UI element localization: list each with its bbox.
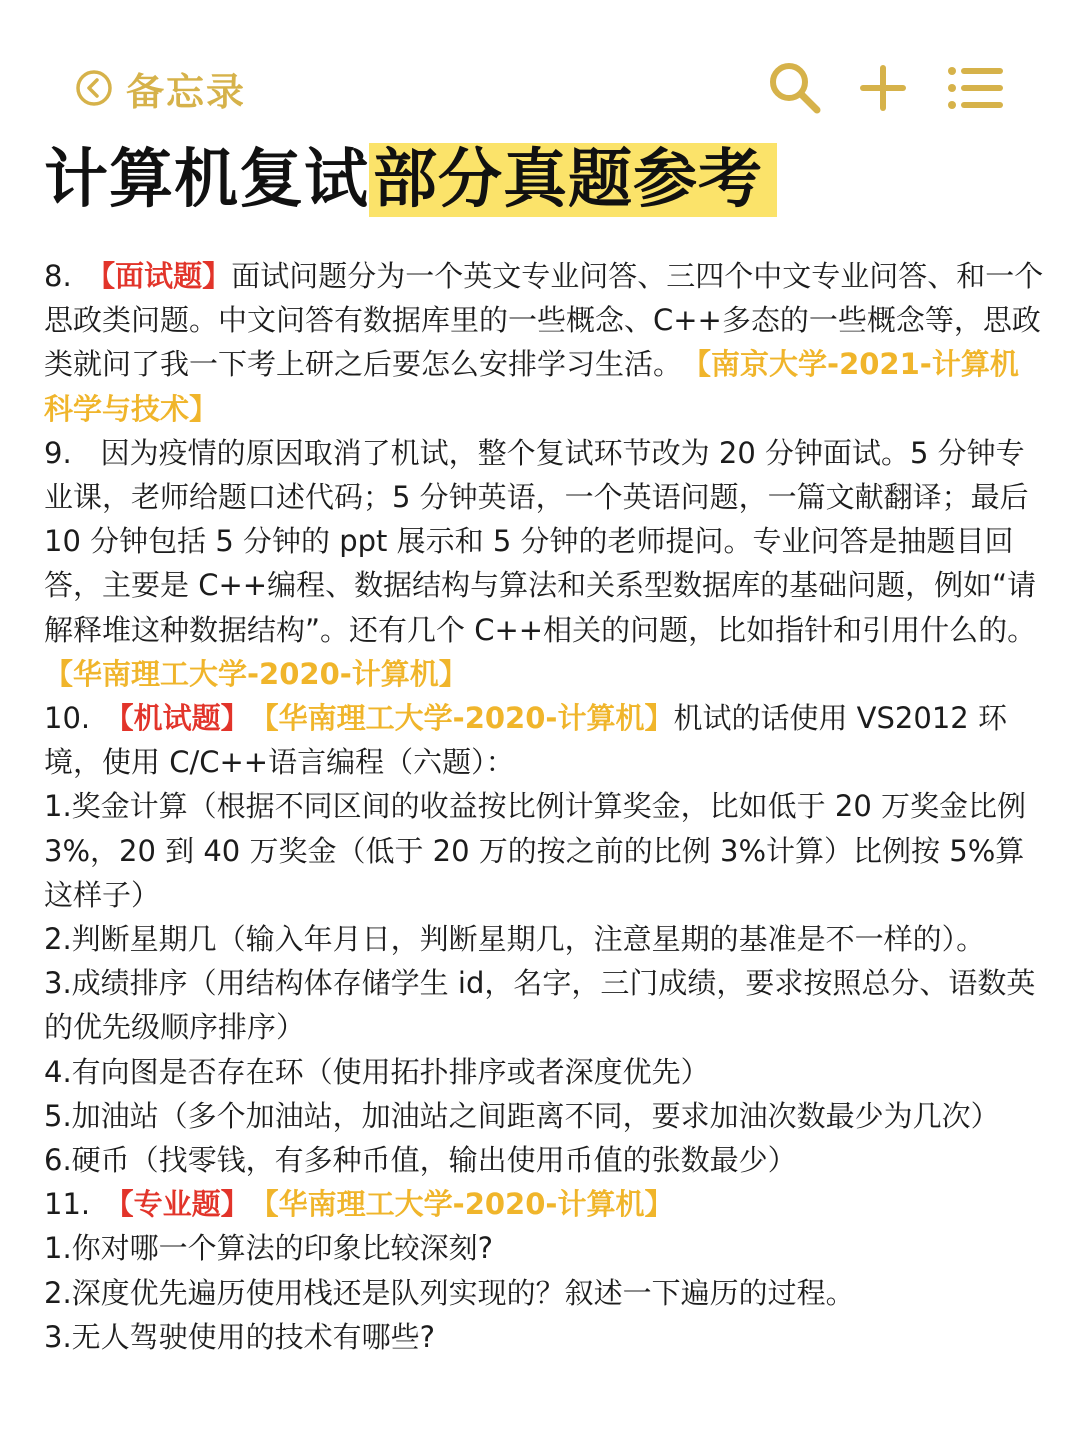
- question-8: [44, 254, 1044, 431]
- search-icon: [764, 58, 824, 118]
- back-button[interactable]: [74, 62, 246, 114]
- list-item: 3.无人驾驶使用的技术有哪些?: [44, 1319, 436, 1354]
- list-item: 3.成绩排序（用结构体存储学生 id，名字，三门成绩，要求按照总分、语数英的优先级顺序排序）: [44, 966, 1036, 1045]
- q10-tag: 【机试题】: [119, 701, 236, 736]
- title-highlight: 部分真题参考: [369, 143, 777, 217]
- chevron-left-icon: [74, 68, 114, 108]
- q9-text: 因为疫情的原因取消了机试，整个复试环节改为 20 分钟面试。5 分钟专业课，老师给题口述代码；5 分钟英语，一个英语问题，一篇文献翻译；最后 10 分钟包括 5 分钟的 ppt 展示和 5 分钟的老师提问。专业问答是抽题目回答，主要是 C++编程、数据结构与算法和关系型数据库的基础问题，例如“请解释堆这种数据结构”。还有几个 C++相关的问题，比如指针和引用什么的。: [44, 435, 1037, 647]
- q8-text: 面试问题分为一个英文专业问答、三四个中文专业问答、和一个思政类问题。中文问答有数据库里的一些概念、C++多态的一些概念等，思政类就问了我一下考上研之后要怎么安排学习生活。: [44, 259, 1044, 382]
- q8-number: 8.: [44, 259, 101, 293]
- q11-number: 11.: [44, 1187, 120, 1222]
- q10-number: 10.: [44, 701, 120, 736]
- q10-source: 【华南理工大学-2020-计算机】: [264, 701, 674, 736]
- q8-tag: 【面试题】: [100, 259, 232, 293]
- list-item: 1.奖金计算（根据不同区间的收益按比例计算奖金，比如低于 20 万奖金比例 3%，20 到 40 万奖金（低于 20 万的按之前的比例 3%计算）比例按 5%算这样子）: [44, 789, 1027, 912]
- q10-text: 机试的话使用 VS2012 环境，使用 C/C++语言编程（六题）：: [44, 701, 1007, 780]
- q9-source: 【华南理工大学-2020-计算机】: [44, 656, 468, 691]
- search-button[interactable]: [764, 58, 824, 118]
- title-plain: 计算机复试: [44, 143, 369, 217]
- list-item: 1.你对哪一个算法的印象比较深刻?: [44, 1231, 494, 1266]
- page-title: [44, 138, 777, 222]
- q9-number: 9.: [44, 435, 101, 470]
- list-item: 5.加油站（多个加油站，加油站之间距离不同，要求加油次数最少为几次）: [44, 1098, 1000, 1133]
- list-icon: [944, 58, 1004, 118]
- q8-source: 【南京大学-2021-计算机科学与技术】: [44, 347, 1019, 426]
- add-button[interactable]: [853, 58, 913, 118]
- list-item: 6.硬币（找零钱，有多种币值，输出使用币值的张数最少）: [44, 1143, 797, 1178]
- list-item: 2.深度优先遍历使用栈还是队列实现的？叙述一下遍历的过程。: [44, 1275, 855, 1310]
- list-item: 4.有向图是否存在环（使用拓扑排序或者深度优先）: [44, 1054, 710, 1089]
- note-body[interactable]: [44, 254, 1044, 1359]
- back-label: 备忘录: [126, 69, 247, 114]
- list-button[interactable]: [944, 58, 1004, 118]
- plus-icon: [853, 58, 913, 118]
- question-9: [44, 431, 1044, 696]
- top-bar: [0, 0, 1080, 130]
- question-10: [44, 696, 1044, 784]
- q11-tag: 【专业题】: [119, 1187, 236, 1222]
- list-item: 2.判断星期几（输入年月日，判断星期几，注意星期的基准是不一样的）。: [44, 922, 986, 957]
- question-11: [44, 1182, 1044, 1226]
- q11-source: 【华南理工大学-2020-计算机】: [264, 1187, 674, 1222]
